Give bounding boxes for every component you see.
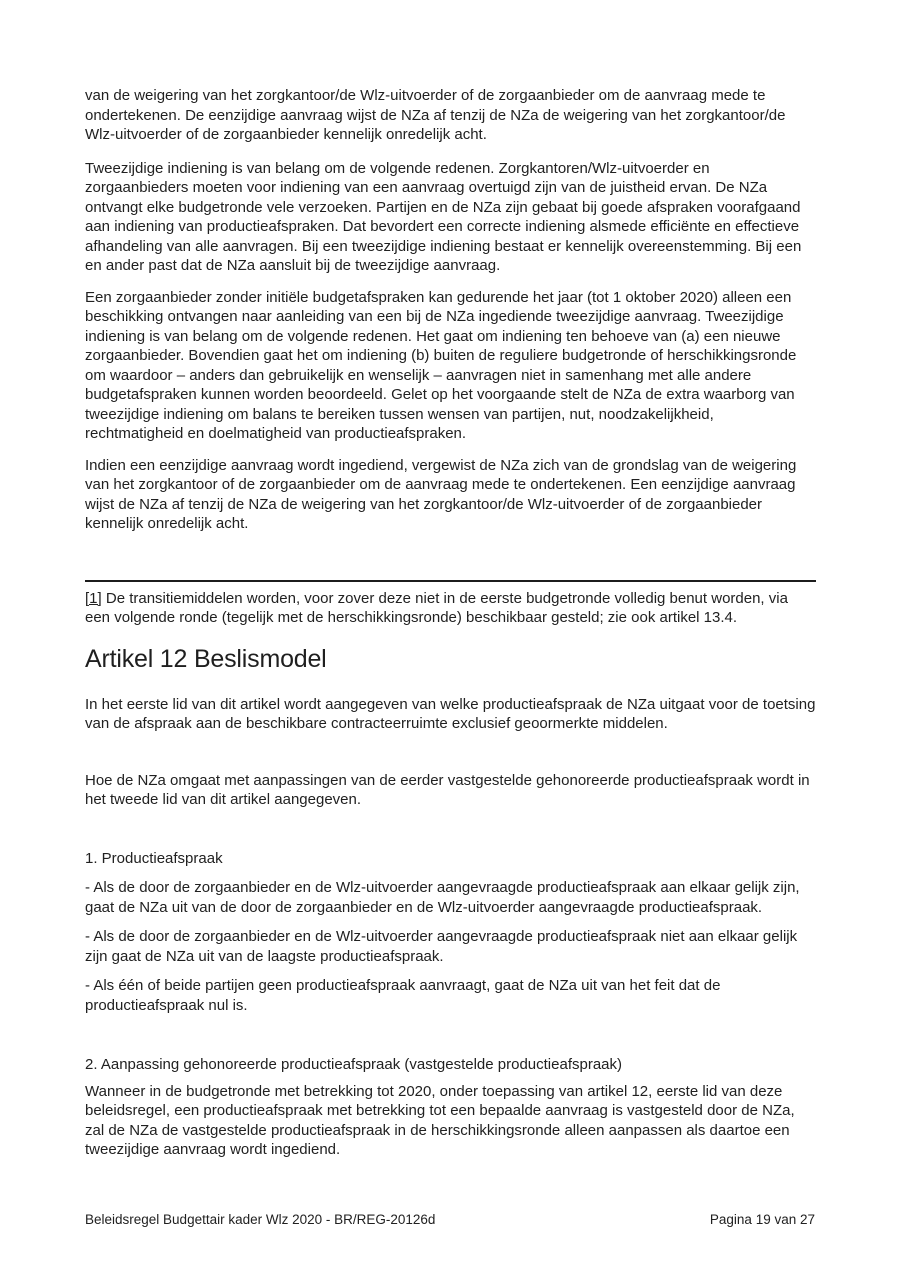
- footnote: [85, 589, 816, 628]
- page-footer: [85, 1211, 815, 1228]
- paragraph: Hoe de NZa omgaat met aanpassingen van de eerder vastgestelde gehonoreerde productieafspraak wordt in het tweede lid van dit artikel aangegeven.: [85, 771, 810, 808]
- paragraph: van de weigering van het zorgkantoor/de Wlz-uitvoerder of de zorgaanbieder om de aanvraag mede te ondertekenen. De eenzijdige aanvraag wijst de NZa af tenzij de NZa de weigering van het zorgkantoor/de Wlz-uitvoerder of de zorgaanbieder kennelijk onredelijk acht.: [85, 87, 786, 143]
- footnote-marker-link[interactable]: [1]: [85, 589, 102, 607]
- paragraph: Tweezijdige indiening is van belang om de volgende redenen. Zorgkantoren/Wlz-uitvoerder en zorgaanbieders moeten voor indiening van een aanvraag overtuigd zijn van de juistheid ervan. De NZa ontvangt elke budgetronde vele verzoeken. Partijen en de NZa zijn gebaat bij goede afspraken voorafgaand aan indiening van productieafspraken. Dat bevordert een correcte indiening alsmede efficiënte en effectieve afhandeling van alle aanvragen. Bij een tweezijdige indiening bestaat er kennelijk overeenstemming. Bij een en ander past dat de NZa aansluit bij de tweezijdige aanvraag.: [85, 159, 802, 274]
- footnote-divider: [85, 580, 816, 582]
- paragraph: Een zorgaanbieder zonder initiële budgetafspraken kan gedurende het jaar (tot 1 oktober 2020) alleen een beschikking ontvangen naar aanleiding van een bij de NZa ingediende tweezijdige aanvraag. Tweezijdige indiening is van belang om de volgende redenen. Het gaat om indiening ten behoeve van (a) een nieuwe zorgaanbieder. Bovendien gaat het om indiening (b) buiten de reguliere budgetronde of herschikkingsronde om waardoor – anders dan gebruikelijk en wenselijk – aanvragen niet in samenhang met alle andere budgetafspraken kunnen worden beoordeeld. Gelet op het voorgaande stelt de NZa de extra waarborg van tweezijdige indiening om balans te bereiken tussen wensen van partijen, nut, noodzakelijkheid, rechtmatigheid en doelmatigheid van productieafspraken.: [85, 288, 797, 442]
- footer-page-number: Pagina 19 van 27: [709, 1212, 815, 1227]
- list-title-aanpassing: 2. Aanpassing gehonoreerde productieafspraak (vastgestelde productieafspraak): [85, 1056, 623, 1073]
- list-title-productieafspraak: 1. Productieafspraak: [85, 849, 223, 867]
- paragraph: In het eerste lid van dit artikel wordt aangegeven van welke productieafspraak de NZa uitgaat voor de toetsing van de afspraak aan de beschikbare contracteerruimte exclusief geoormerkte middelen.: [85, 695, 816, 732]
- list-item: - Als de door de zorgaanbieder en de Wlz-uitvoerder aangevraagde productieafspraak niet aan elkaar gelijk zijn gaat de NZa uit van de laagste productieafspraak.: [85, 928, 798, 965]
- list-item: - Als de door de zorgaanbieder en de Wlz-uitvoerder aangevraagde productieafspraak aan elkaar gelijk zijn, gaat de NZa uit van de door de zorgaanbieder en de Wlz-uitvoerder aangevraagde productieafspraak.: [85, 879, 800, 916]
- page-content: [85, 86, 816, 1160]
- paragraph: Wanneer in de budgetronde met betrekking tot 2020, onder toepassing van artikel 12, eerste lid van deze beleidsregel, een productieafspraak met betrekking tot een bepaalde aanvraag is vastgesteld door de NZa, zal de NZa de vastgestelde productieafspraak in de herschikkingsronde alleen aanpassen als daartoe een tweezijdige aanvraag wordt ingediend.: [85, 1082, 795, 1158]
- footer-document-title: Beleidsregel Budgettair kader Wlz 2020 - BR/REG-20126d: [85, 1212, 436, 1227]
- list-item: - Als één of beide partijen geen productieafspraak aanvraagt, gaat de NZa uit van het feit dat de productieafspraak nul is.: [85, 977, 721, 1014]
- paragraph: Indien een eenzijdige aanvraag wordt ingediend, vergewist de NZa zich van de grondslag van de weigering van het zorgkantoor of de zorgaanbieder om de aanvraag mede te ondertekenen. Een eenzijdige aanvraag wijst de NZa af tenzij de NZa de weigering van het zorgkantoor/de Wlz-uitvoerder of de zorgaanbieder kennelijk onredelijk acht.: [85, 456, 797, 532]
- footnote-text: De transitiemiddelen worden, voor zover deze niet in de eerste budgetronde volledig benut worden, via een volgende ronde (tegelijk met de herschikkingsronde) beschikbaar gesteld; zie ook artikel 13.4.: [85, 589, 788, 626]
- article-heading: Artikel 12 Beslismodel: [85, 644, 327, 673]
